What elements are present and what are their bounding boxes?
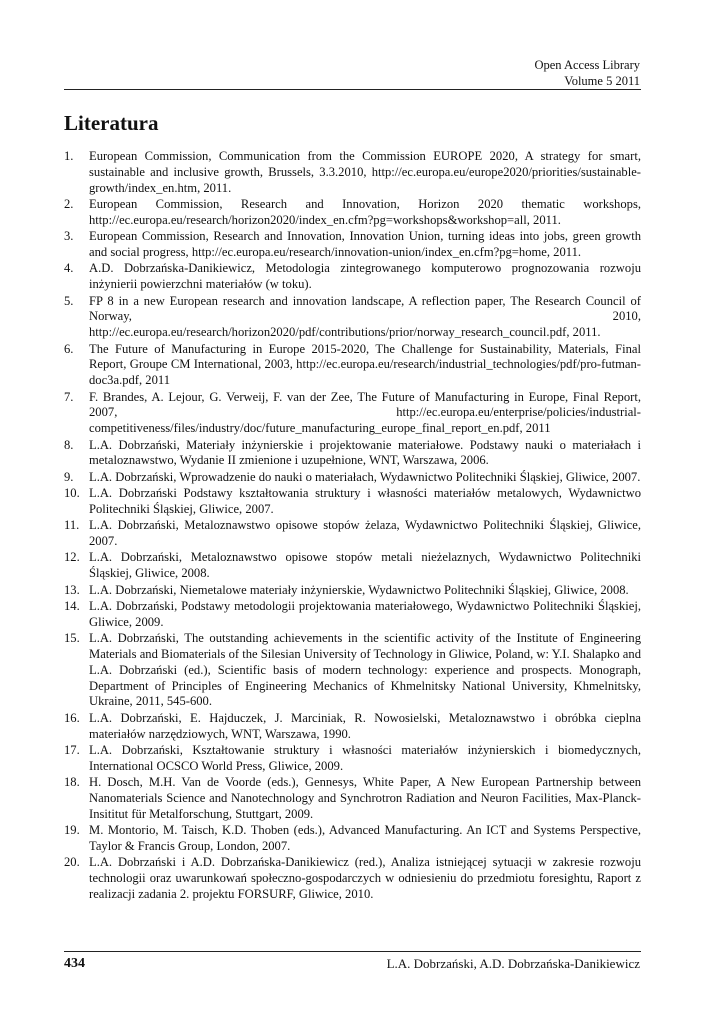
reference-text: H. Dosch, M.H. Van de Voorde (eds.), Gennesys, White Paper, A New European Partnership between Nanomaterials Science and Nanotechnology and Synchrotron Radiation and Neuron Facilities, Max-Planck-Insititut für Metalforschung, Stuttgart, 2009. [89, 775, 641, 821]
reference-list [64, 149, 641, 903]
reference-item [64, 583, 641, 599]
section-title: Literatura [64, 111, 159, 135]
reference-number: 13. [64, 582, 80, 597]
reference-item [64, 294, 641, 341]
reference-text: L.A. Dobrzański, E. Hajduczek, J. Marciniak, R. Nowosielski, Metaloznawstwo i obróbka cieplna materiałów narzędziowych, WNT, Warszawa, 1990. [89, 710, 641, 741]
reference-text: L.A. Dobrzański, Materiały inżynierskie i projektowanie materiałowe. Podstawy nauki o materiałach i metaloznawstwo, Wydanie II zmienione i uzupełnione, WNT, Warszawa, 2006. [89, 437, 641, 468]
reference-item [64, 470, 641, 486]
reference-text: European Commission, Research and Innovation, Innovation Union, turning ideas into jobs, green growth and social progress, http://ec.europa.eu/research/innovation-union/index_en.cfm?pg=home, 2011. [89, 229, 641, 259]
reference-item [64, 486, 641, 518]
reference-number: 8. [64, 437, 74, 452]
reference-text: FP 8 in a new European research and innovation landscape, A reflection paper, The Research Council of Norway, 2010, http://ec.europa.eu/research/horizon2020/pdf/contributions/prior/norway_research_council.pdf, 2011. [89, 293, 641, 340]
running-header [534, 57, 640, 89]
reference-number: 10. [64, 486, 80, 501]
reference-text: L.A. Dobrzański, Podstawy metodologii projektowania materiałowego, Wydawnictwo Politechniki Śląskiej, Gliwice, 2009. [89, 599, 641, 629]
reference-item [64, 743, 641, 775]
reference-text: L.A. Dobrzański i A.D. Dobrzańska-Danikiewicz (red.), Analiza istniejącej sytuacji w zakresie rozwoju technologii oraz uwarunkowań społeczno-gospodarczych w odniesieniu do przedmiotu foresightu, Raport z realizacji zadania 2. projektu FORSURF, Gliwice, 2010. [89, 855, 641, 901]
reference-number: 17. [64, 742, 80, 757]
reference-number: 16. [64, 710, 80, 725]
volume-label: Volume 5 2011 [564, 74, 640, 88]
reference-text: M. Montorio, M. Taisch, K.D. Thoben (eds.), Advanced Manufacturing. An ICT and Systems Perspective, Taylor & Francis Group, London, 2007. [89, 823, 641, 853]
reference-item [64, 599, 641, 631]
footer-rule [64, 951, 641, 952]
reference-number: 3. [64, 229, 74, 244]
reference-item [64, 518, 641, 550]
reference-item [64, 342, 641, 389]
reference-number: 9. [64, 469, 74, 484]
reference-item [64, 390, 641, 437]
reference-text: L.A. Dobrzański, Metaloznawstwo opisowe stopów żelaza, Wydawnictwo Politechniki Śląskiej, Gliwice, 2007. [89, 518, 641, 549]
reference-number: 15. [64, 631, 80, 646]
reference-text: L.A. Dobrzański, The outstanding achievements in the scientific activity of the Institute of Engineering Materials and Biomaterials of the Silesian University of Technology in Gliwice, Poland, w: Y.I. Shalapko and L.A. Dobrzański (ed.), Scientific basis of modern technology: experience and prospects. Monograph, Department of Principles of Engineering Mechanics of Khmelnitsky National University, Khmelnitsky, Ukraine, 2011, 545-600. [89, 631, 641, 709]
reference-number: 2. [64, 196, 74, 211]
reference-item [64, 823, 641, 855]
reference-item [64, 711, 641, 743]
reference-item [64, 631, 641, 710]
reference-item [64, 261, 641, 293]
footer-authors: L.A. Dobrzański, A.D. Dobrzańska-Danikiewicz [386, 956, 640, 971]
reference-number: 19. [64, 823, 80, 838]
reference-number: 1. [64, 149, 74, 163]
page-footer [64, 955, 640, 972]
reference-text: L.A. Dobrzański, Kształtowanie struktury i własności materiałów inżynierskich i biomedycznych, International OCSCO World Press, Gliwice, 2009. [89, 742, 641, 773]
reference-item [64, 855, 641, 902]
reference-text: A.D. Dobrzańska-Danikiewicz, Metodologia zintegrowanego komputerowo prognozowania rozwoju inżynierii powierzchni materiałów (w toku). [89, 261, 641, 292]
reference-text: The Future of Manufacturing in Europe 2015-2020, The Challenge for Sustainability, Materials, Final Report, Groupe CM International, 2003, http://ec.europa.eu/research/industrial_technologies/pdf/pro-futman-doc3a.pdf, 2011 [89, 341, 641, 388]
series-title: Open Access Library [534, 58, 640, 72]
reference-text: European Commission, Communication from the Commission EUROPE 2020, A strategy for smart, sustainable and inclusive growth, Brussels, 3.3.2010, http://ec.europa.eu/europe2020/priorities/sustainable-growth/index_en.htm, 2011. [89, 149, 641, 195]
reference-number: 20. [64, 855, 80, 870]
reference-text: European Commission, Research and Innovation, Horizon 2020 thematic workshops, http://ec.europa.eu/research/horizon2020/index_en.cfm?pg=workshops&workshop=all, 2011. [89, 196, 641, 227]
reference-item [64, 438, 641, 470]
reference-text: L.A. Dobrzański, Metaloznawstwo opisowe stopów metali nieżelaznych, Wydawnictwo Politechniki Śląskiej, Gliwice, 2008. [89, 550, 641, 581]
header-rule [64, 89, 641, 90]
reference-item [64, 775, 641, 822]
reference-number: 12. [64, 550, 80, 565]
reference-text: L.A. Dobrzański Podstawy kształtowania struktury i własności materiałów metalowych, Wydawnictwo Politechniki Śląskiej, Gliwice, 2007. [89, 486, 641, 516]
page-number: 434 [64, 956, 85, 971]
reference-text: L.A. Dobrzański, Wprowadzenie do nauki o materiałach, Wydawnictwo Politechniki Śląskiej, Gliwice, 2007. [89, 469, 641, 484]
reference-text: F. Brandes, A. Lejour, G. Verweij, F. van der Zee, The Future of Manufacturing in Europe, Final Report, 2007, http://ec.europa.eu/enterprise/policies/industrial-competitiveness/files/industry/doc/future_manufacturing_europe_final_report_en.pdf, 2011 [89, 389, 641, 436]
reference-item [64, 197, 641, 229]
reference-item [64, 229, 641, 261]
reference-number: 4. [64, 261, 74, 276]
reference-number: 14. [64, 599, 80, 614]
reference-text: L.A. Dobrzański, Niemetalowe materiały inżynierskie, Wydawnictwo Politechniki Śląskiej, Gliwice, 2008. [89, 582, 629, 597]
reference-number: 5. [64, 293, 74, 308]
reference-item [64, 550, 641, 582]
reference-number: 11. [64, 518, 80, 533]
reference-number: 18. [64, 775, 80, 790]
reference-item [64, 149, 641, 196]
reference-number: 7. [64, 389, 74, 404]
reference-number: 6. [64, 341, 74, 356]
